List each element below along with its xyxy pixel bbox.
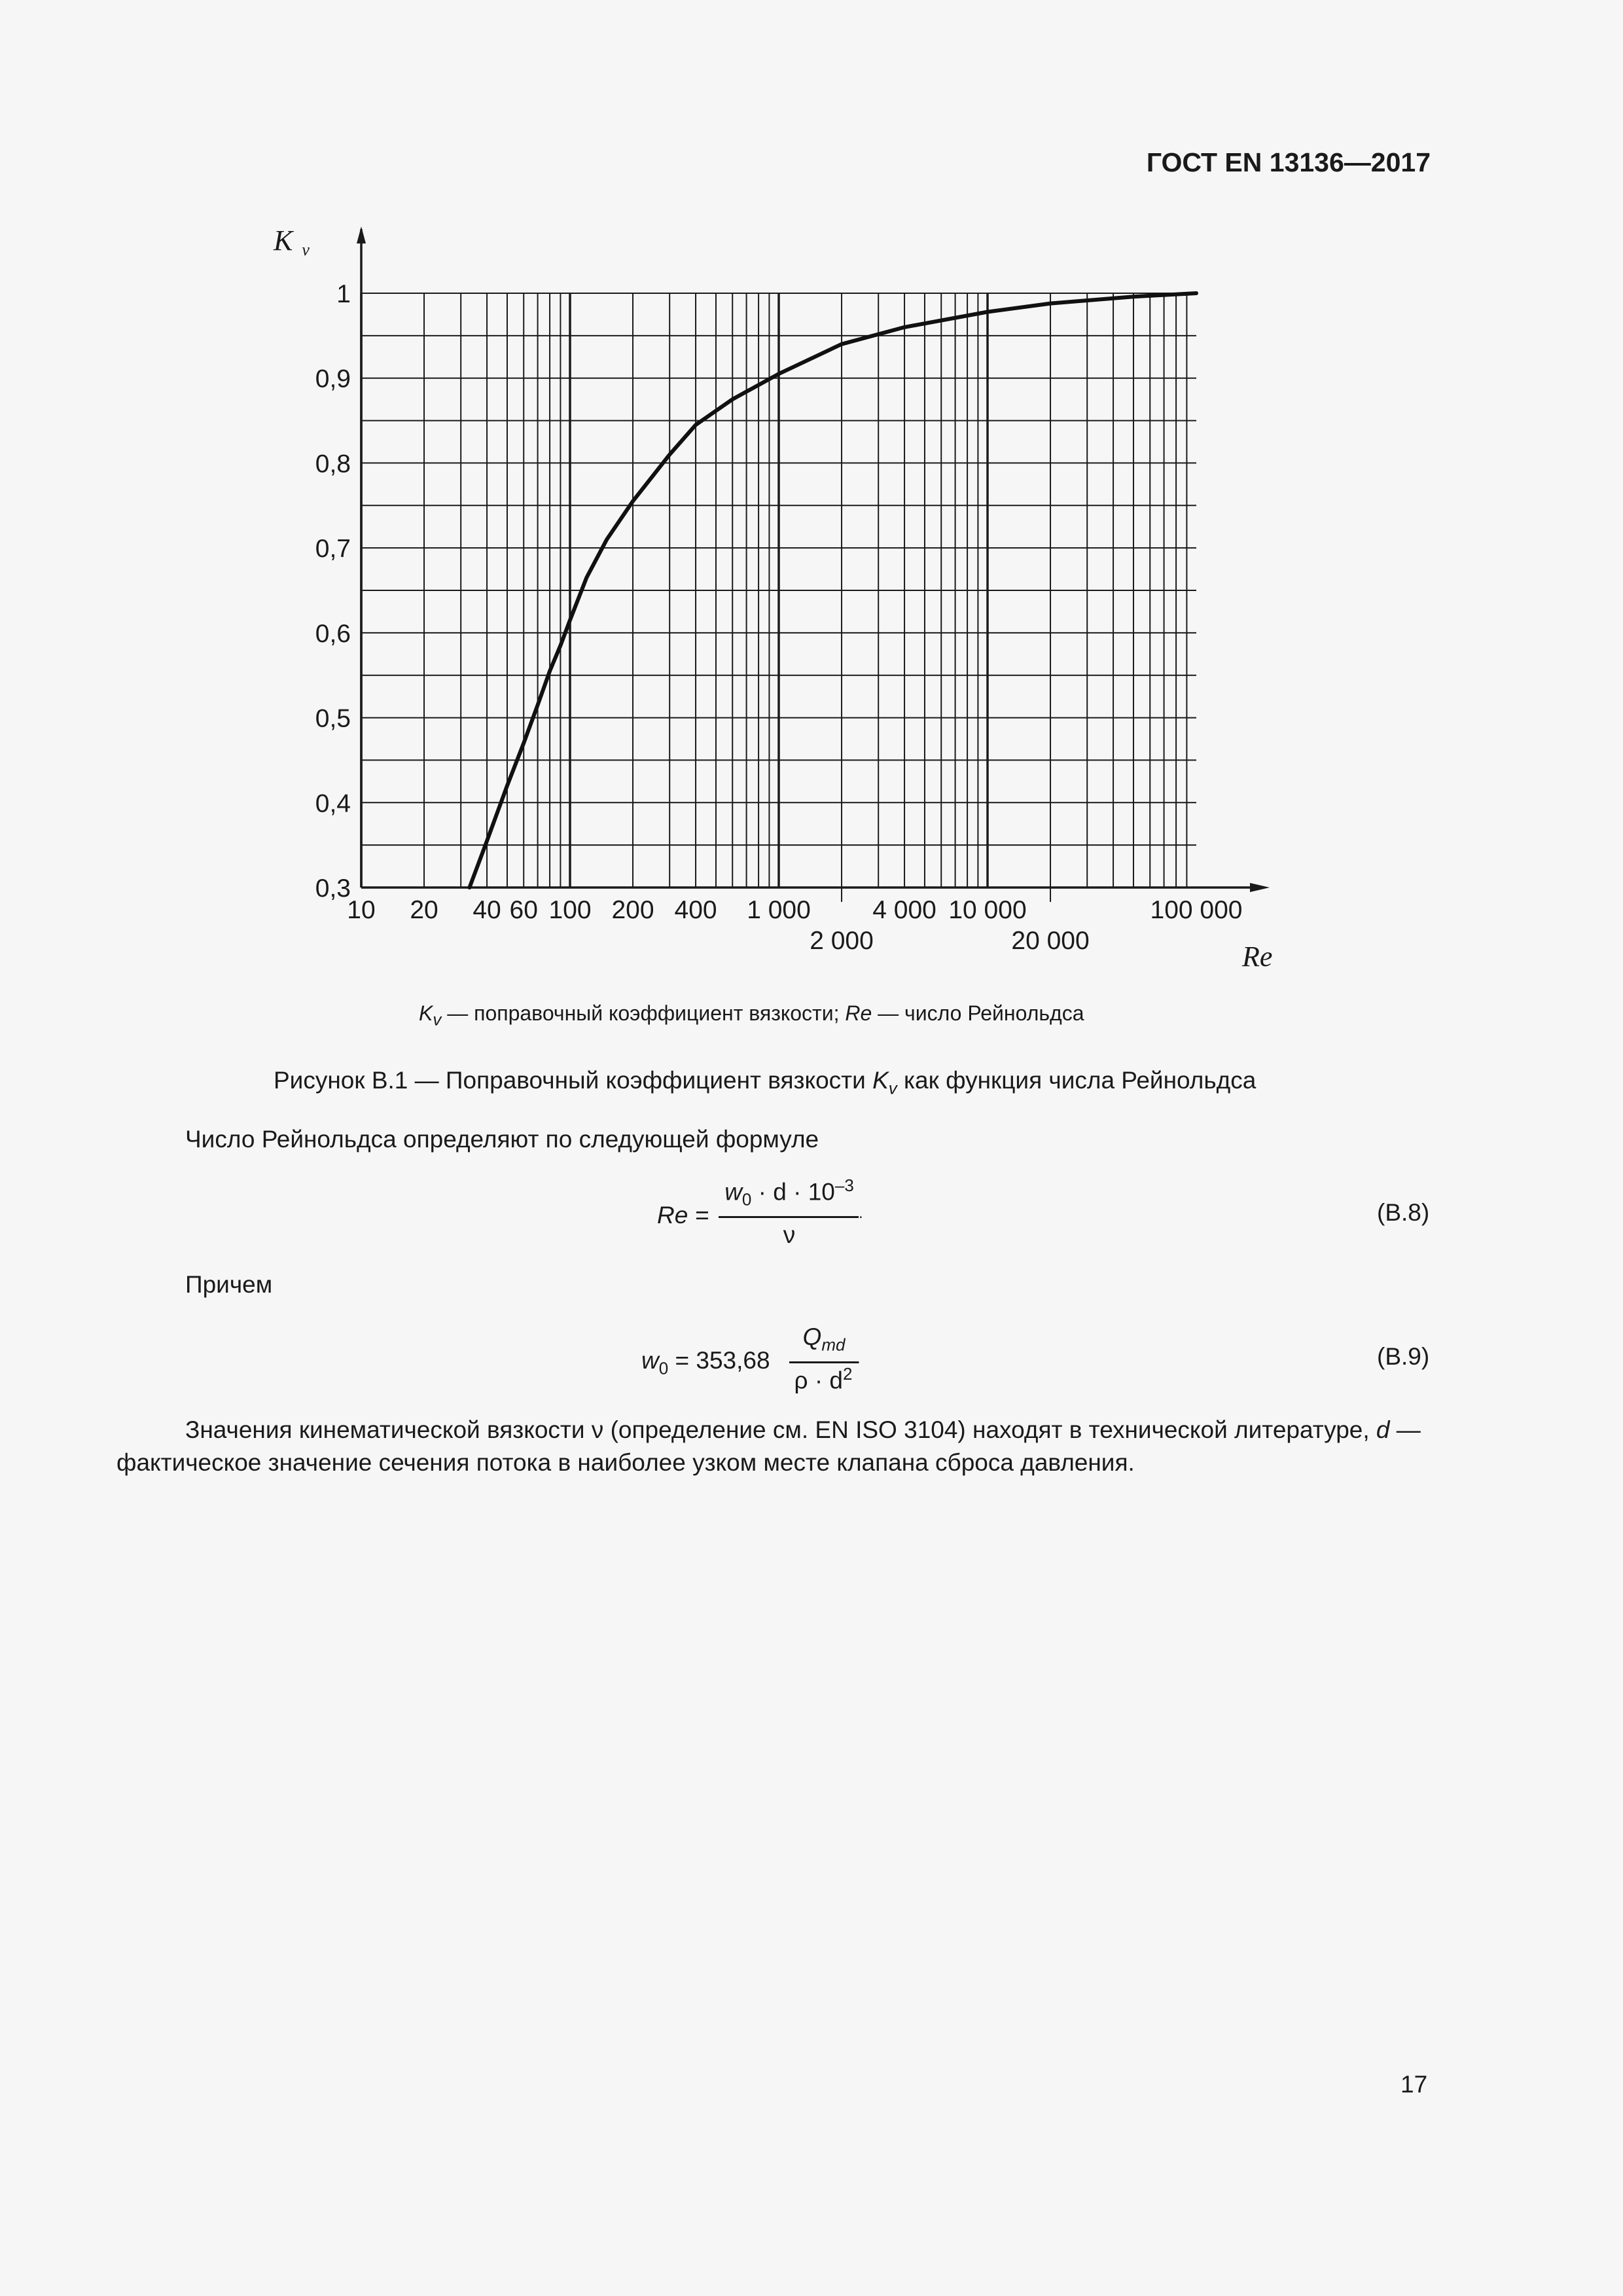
- x-tick-label: 100: [548, 896, 592, 924]
- figure-legend: $K_v$ — поправочный коэффициент вязкости; Re — число Рейнольдса: [419, 1001, 1084, 1030]
- x-tick-label: 400: [674, 896, 717, 924]
- y-axis-label: Kv: [274, 224, 310, 259]
- document-header: ГОСТ EN 13136—2017: [1146, 147, 1431, 177]
- x-tick-label: 10: [347, 896, 376, 924]
- y-tick-label: 0,4: [315, 789, 351, 818]
- intro-paragraph: Число Рейнольдса определяют по следующей формуле: [185, 1126, 819, 1153]
- y-tick-label: 0,5: [315, 704, 351, 733]
- equation-number-b8: (В.8): [1377, 1199, 1430, 1226]
- y-tick-label: 0,6: [315, 619, 351, 648]
- y-tick-label: 0,9: [315, 365, 351, 393]
- y-tick-label: 0,3: [315, 874, 351, 903]
- figure-caption: Рисунок В.1 — Поправочный коэффициент вязкости $K_v$ как функция числа Рейнольдса: [274, 1067, 1257, 1098]
- formula-b9-denominator: $\rho \cdot d^2$: [794, 1364, 853, 1394]
- x-tick-label: 40: [473, 896, 501, 924]
- x-axis-label: Re: [1242, 941, 1273, 973]
- x-tick-label: 20 000: [1011, 927, 1090, 955]
- x-tick-label: 200: [611, 896, 654, 924]
- page-number: 17: [1400, 2071, 1428, 2098]
- x-tick-label: 20: [410, 896, 438, 924]
- chart-grid: [361, 293, 1196, 888]
- x-tick-label: 2 000: [810, 927, 874, 955]
- x-tick-label: 4 000: [872, 896, 936, 924]
- formula-b9-lhs: $w_0 = 353,68$: [641, 1347, 770, 1378]
- formula-b8-lhs: Re =: [657, 1202, 709, 1229]
- x-tick-label: 100 000: [1150, 896, 1243, 924]
- closing-paragraph: Значения кинематической вязкости ν (определение см. EN ISO 3104) находят в технической литературе, d — фактическое значение сечения потока в наиболее узком месте клапана сброса давления.: [116, 1416, 1421, 1476]
- formula-b9-fraction-bar: [789, 1361, 859, 1363]
- x-tick-label: 10 000: [948, 896, 1027, 924]
- reynolds-chart: [0, 0, 1623, 995]
- formula-b8-period: .: [859, 1204, 863, 1222]
- equation-number-b9: (В.9): [1377, 1343, 1430, 1370]
- also-paragraph: Причем: [185, 1271, 273, 1298]
- formula-b9-numerator: $Q_{md}$: [802, 1323, 846, 1355]
- formula-b8-fraction-bar: [719, 1216, 859, 1218]
- x-tick-label: 1 000: [747, 896, 811, 924]
- y-tick-label: 0,8: [315, 450, 351, 478]
- y-tick-label: 1: [336, 280, 351, 308]
- formula-b9-period: .: [856, 1350, 861, 1367]
- y-axis-arrow: [357, 226, 366, 243]
- x-axis-arrow: [1250, 883, 1270, 892]
- chart-axes: [357, 226, 1270, 902]
- formula-b8-numerator: $w_0 \cdot d \cdot 10^{-3}$: [724, 1175, 854, 1210]
- y-tick-label: 0,7: [315, 535, 351, 564]
- formula-b8-denominator: ν: [783, 1221, 796, 1248]
- x-tick-label: 60: [509, 896, 538, 924]
